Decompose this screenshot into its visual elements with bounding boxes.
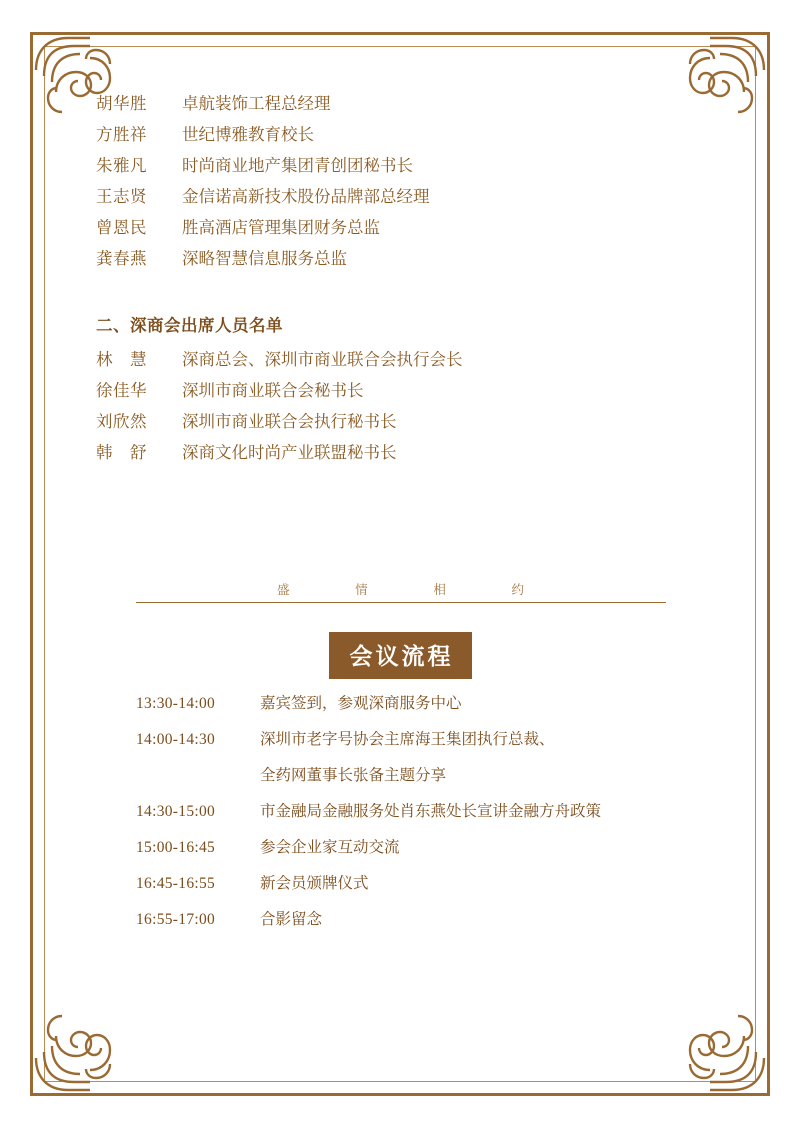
attendee-name: 韩 舒: [96, 443, 147, 462]
agenda-description: 合影留念: [260, 911, 323, 928]
attendee-title: 深圳市商业联合会秘书长: [182, 381, 364, 400]
list-item: [96, 344, 716, 375]
table-row: [136, 794, 716, 830]
attendee-title: 深商文化时尚产业联盟秘书长: [182, 443, 397, 462]
motto-char: 情: [355, 583, 369, 597]
agenda-title-wrap: [0, 632, 800, 679]
attendee-title: 深略智慧信息服务总监: [182, 249, 347, 268]
divider-motto: [277, 580, 525, 598]
table-row: [136, 722, 716, 758]
table-row: [136, 686, 716, 722]
attendee-name: 方胜祥: [96, 125, 147, 144]
agenda-description: 市金融局金融服务处肖东燕处长宣讲金融方舟政策: [260, 803, 602, 820]
table-row: [136, 902, 716, 938]
attendee-name: 林 慧: [96, 350, 147, 369]
document-body: [96, 88, 716, 468]
agenda-description: 嘉宾签到，参观深商服务中心: [260, 695, 462, 712]
table-row: [136, 830, 716, 866]
divider-rule: [136, 602, 666, 603]
attendee-name: 王志贤: [96, 187, 147, 206]
agenda-time: 13:30-14:00: [136, 695, 216, 712]
list-item: [96, 437, 716, 468]
agenda-schedule: [136, 686, 716, 938]
list-item: [96, 119, 716, 150]
list-item: [96, 375, 716, 406]
agenda-time: 15:00-16:45: [136, 839, 216, 856]
agenda-description: 全药网董事长张备主题分享: [260, 767, 447, 784]
corner-ornament-icon: [664, 990, 772, 1098]
attendee-name: 胡华胜: [96, 94, 147, 113]
attendee-name: 徐佳华: [96, 381, 147, 400]
section-heading-two: 二、深商会出席人员名单: [96, 316, 283, 335]
agenda-description: 参会企业家互动交流: [260, 839, 400, 856]
agenda-description: 深圳市老字号协会主席海王集团执行总裁、: [260, 731, 555, 748]
list-item: [96, 243, 716, 274]
attendee-title: 金信诺高新技术股份品牌部总经理: [182, 187, 430, 206]
attendee-name: 龚春燕: [96, 249, 147, 268]
list-item: [96, 150, 716, 181]
shenshang-attendee-list: [96, 344, 716, 468]
agenda-time: 14:30-15:00: [136, 803, 216, 820]
attendee-name: 刘欣然: [96, 412, 147, 431]
attendee-name: 曾恩民: [96, 218, 147, 237]
attendee-name: 朱雅凡: [96, 156, 147, 175]
list-item: [96, 406, 716, 437]
attendee-title: 胜高酒店管理集团财务总监: [182, 218, 380, 237]
agenda-description: 新会员颁牌仪式: [260, 875, 369, 892]
attendee-list-continued: [96, 88, 716, 274]
attendee-title: 时尚商业地产集团青创团秘书长: [182, 156, 413, 175]
list-item: [96, 212, 716, 243]
agenda-time: 16:45-16:55: [136, 875, 216, 892]
table-row: [136, 866, 716, 902]
attendee-title: 世纪博雅教育校长: [182, 125, 314, 144]
list-item: [96, 181, 716, 212]
table-row: [136, 758, 716, 794]
agenda-time: 16:55-17:00: [136, 911, 216, 928]
list-item: [96, 88, 716, 119]
attendee-title: 深商总会、深圳市商业联合会执行会长: [182, 350, 463, 369]
agenda-time: 14:00-14:30: [136, 731, 216, 748]
motto-char: 约: [511, 583, 525, 597]
agenda-title-badge: 会议流程: [329, 632, 472, 679]
section-divider: [136, 580, 666, 603]
motto-char: 盛: [277, 583, 291, 597]
motto-char: 相: [433, 583, 447, 597]
attendee-title: 深圳市商业联合会执行秘书长: [182, 412, 397, 431]
corner-ornament-icon: [28, 990, 136, 1098]
attendee-title: 卓航装饰工程总经理: [182, 94, 331, 113]
